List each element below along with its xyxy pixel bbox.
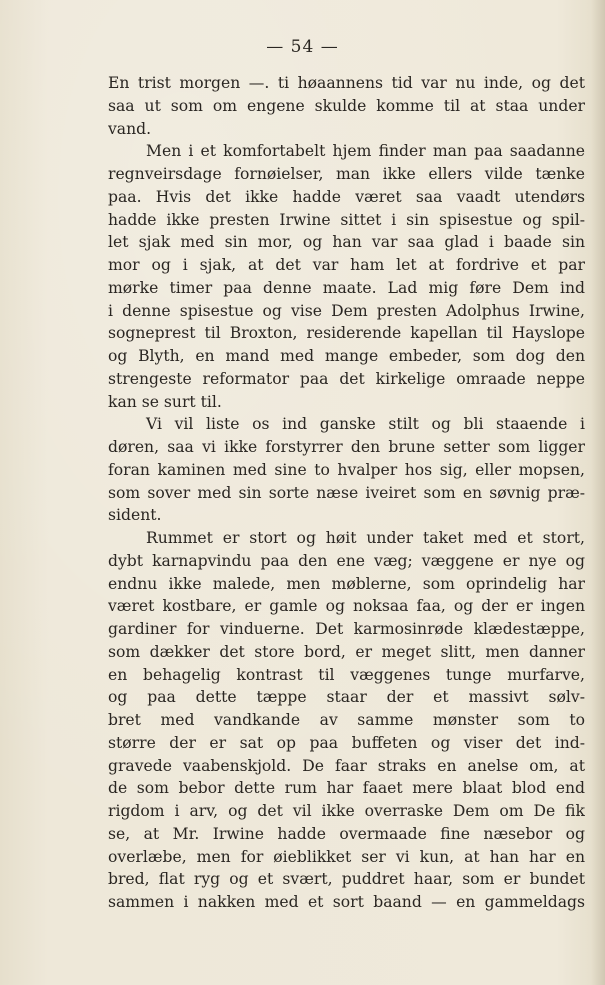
text-line: gravede vaabenskjold. De faar straks en anelse om, at [108,756,585,775]
text-line: større der er sat op paa buffeten og viser det ind- [108,733,585,752]
text-line: sammen i nakken med et sort baand — en gammeldags [108,893,585,911]
text-line: endnu ikke malede, men møblerne, som oprindelig har [108,574,585,593]
text-line: som dækker det store bord, er meget slitt, men danner [108,642,585,661]
text-line: hadde ikke presten Irwine sittet i sin spisestue og spil- [108,210,585,229]
text-line: dybt karnapvindu paa den ene væg; væggene er nye og [108,551,585,570]
text-line: og Blyth, en mand med mange embeder, som dog den [108,347,585,365]
text-line: mørke timer paa denne maate. Lad mig føre Dem ind [108,278,585,297]
text-line: let sjak med sin mor, og han var saa glad i baade sin [108,233,585,252]
body-text [108,72,585,914]
text-line: været kostbare, er gamle og noksaa faa, og der er ingen [108,597,585,616]
text-line: kan se surt til. [108,392,222,411]
page-number: — 54 — [266,37,339,57]
text-line: bred, flat ryg og et svært, puddret haar, som er bundet [108,870,585,889]
text-line: gardiner for vinduerne. Det karmosinrøde klædestæppe, [108,620,585,638]
text-line: mor og i sjak, at det var ham let at fordrive et par [108,256,585,274]
page-edge-shadow [591,0,605,985]
text-line: som sover med sin sorte næse iveiret som en søvnig præ- [108,483,585,502]
text-line: saa ut som om engene skulde komme til at staa under [108,96,585,115]
text-line: En trist morgen —. ti høaannens tid var nu inde, og det [108,74,585,92]
text-line: overlæbe, men for øieblikket ser vi kun, at han har en [108,847,585,866]
text-line: regnveirsdage fornøielser, man ikke ellers vilde tænke [108,165,585,183]
text-line: døren, saa vi ikke forstyrrer den brune setter som ligger [108,438,585,456]
text-line: bret med vandkande av samme mønster som to [108,711,585,729]
text-line: i denne spisestue og vise Dem presten Adolphus Irwine, [108,301,585,320]
text-line: foran kaminen med sine to hvalper hos sig, eller mopsen, [108,460,585,479]
text-line: vand. [108,119,152,138]
text-line: sogneprest til Broxton, residerende kapellan til Hayslope [108,324,585,343]
text-line: Rummet er stort og høit under taket med et stort, [146,529,585,547]
text-line: sident. [108,506,162,525]
text-line: rigdom i arv, og det vil ikke overraske Dem om De fik [108,802,585,820]
text-line: Vi vil liste os ind ganske stilt og bli staaende i [146,415,585,434]
text-line: strengeste reformator paa det kirkelige omraade neppe [108,369,585,388]
text-line: de som bebor dette rum har faaet mere blaat blod end [108,779,585,798]
text-line: en behagelig kontrast til væggenes tunge murfarve, [108,665,585,684]
text-line: paa. Hvis det ikke hadde været saa vaadt utendørs [108,187,585,206]
text-line: og paa dette tæppe staar der et massivt sølv- [108,688,585,707]
text-line: se, at Mr. Irwine hadde overmaade fine næsebor og [108,824,585,843]
text-line: Men i et komfortabelt hjem finder man paa saadanne [146,142,585,161]
